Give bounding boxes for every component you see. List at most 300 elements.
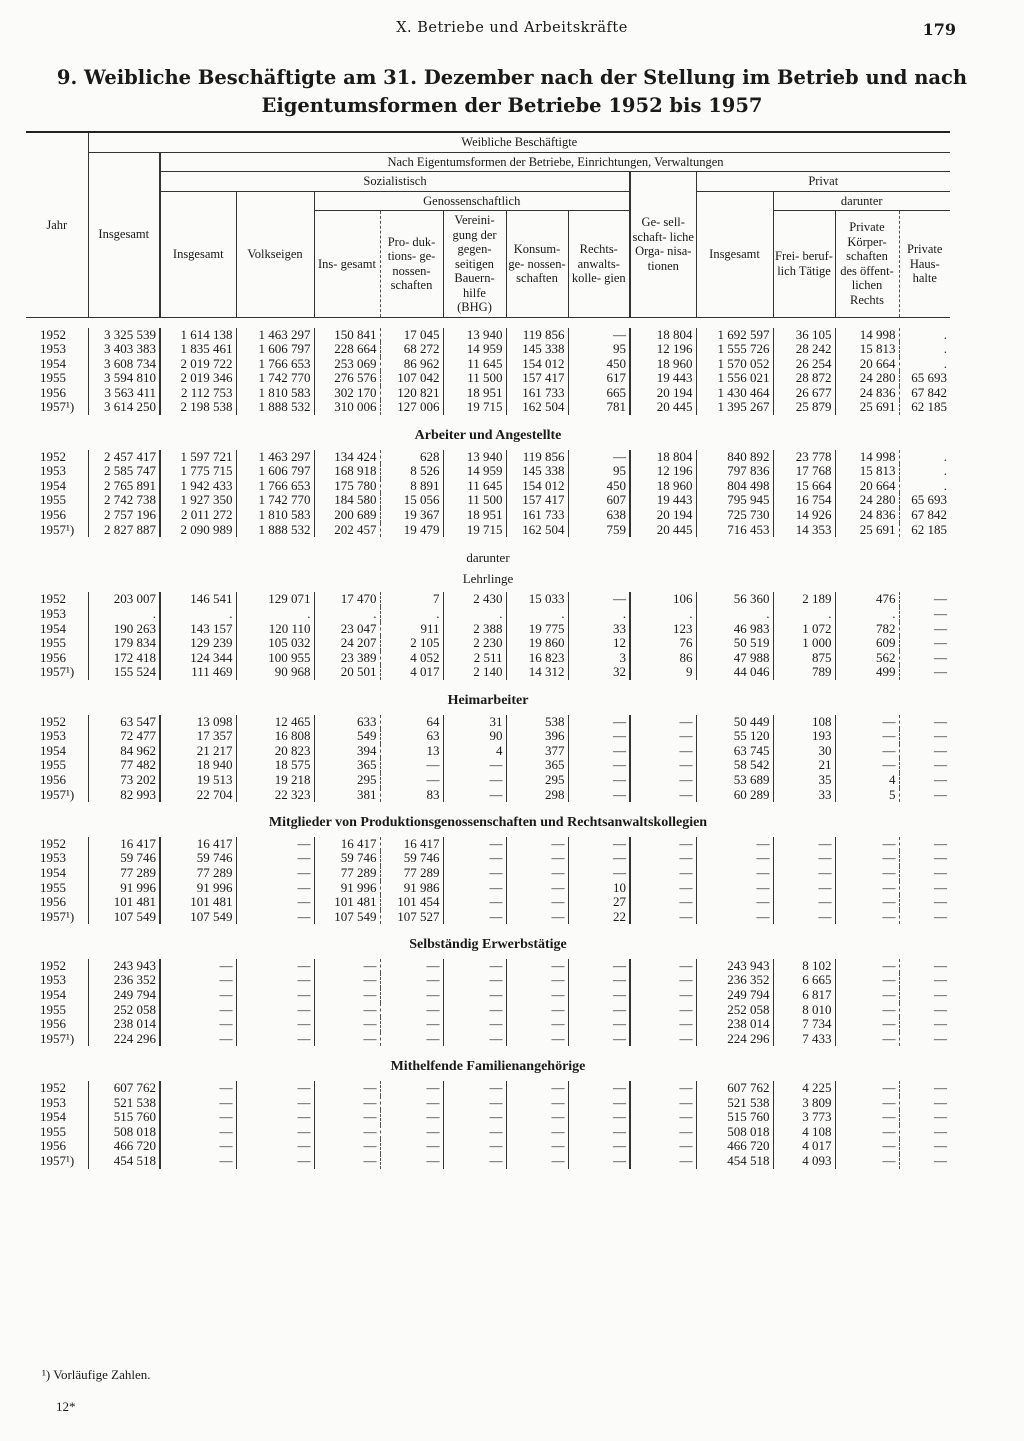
value-cell: — <box>835 895 899 910</box>
value-cell: 238 014 <box>88 1017 160 1032</box>
section-title: Heimarbeiter <box>447 692 529 708</box>
value-cell: — <box>506 1003 568 1018</box>
value-cell: 33 <box>773 788 835 803</box>
section-title-row <box>26 537 950 572</box>
year-cell: 1952 <box>40 835 66 851</box>
value-cell: — <box>899 729 950 744</box>
value-cell: 10 <box>568 881 630 896</box>
value-cell: 243 943 <box>88 959 160 974</box>
value-cell: — <box>236 988 314 1003</box>
value-cell: 202 457 <box>314 523 380 538</box>
value-cell: 224 296 <box>88 1032 160 1047</box>
year-cell: 1952 <box>40 957 66 973</box>
value-cell: 8 010 <box>773 1003 835 1018</box>
value-cell: — <box>630 788 696 803</box>
value-cell: . <box>380 607 443 622</box>
value-cell: 50 449 <box>696 715 773 730</box>
value-cell: . <box>835 607 899 622</box>
value-cell: 4 225 <box>773 1081 835 1096</box>
value-cell: 26 254 <box>773 357 835 372</box>
value-cell: . <box>899 357 950 372</box>
table-row <box>26 881 950 896</box>
value-cell: 17 357 <box>160 729 236 744</box>
value-cell: 2 430 <box>443 592 506 607</box>
value-cell: — <box>899 665 950 680</box>
value-cell: — <box>773 837 835 852</box>
value-cell: 499 <box>835 665 899 680</box>
value-cell: — <box>314 1032 380 1047</box>
value-cell: 86 <box>630 651 696 666</box>
year-cell: 1953 <box>40 1094 66 1110</box>
value-cell: — <box>568 1139 630 1154</box>
value-cell: — <box>506 1032 568 1047</box>
value-cell: — <box>506 837 568 852</box>
value-cell: — <box>630 1032 696 1047</box>
value-cell: — <box>236 881 314 896</box>
table-row <box>26 371 950 386</box>
value-cell: — <box>314 1110 380 1125</box>
value-cell: 20 664 <box>835 479 899 494</box>
value-cell: 134 424 <box>314 450 380 465</box>
value-cell: 14 312 <box>506 665 568 680</box>
value-cell: 607 762 <box>88 1081 160 1096</box>
value-cell: 9 <box>630 665 696 680</box>
value-cell: 1 614 138 <box>160 328 236 343</box>
value-cell: 105 032 <box>236 636 314 651</box>
table-row <box>26 328 950 343</box>
value-cell: — <box>630 988 696 1003</box>
value-cell: 22 323 <box>236 788 314 803</box>
value-cell: 1 742 770 <box>236 493 314 508</box>
value-cell: — <box>160 973 236 988</box>
value-cell: 120 110 <box>236 622 314 637</box>
value-cell: 2 765 891 <box>88 479 160 494</box>
value-cell: — <box>568 1096 630 1111</box>
value-cell: 19 218 <box>236 773 314 788</box>
value-cell: 19 443 <box>630 493 696 508</box>
value-cell: — <box>899 1081 950 1096</box>
table-row <box>26 788 950 803</box>
value-cell: 22 <box>568 910 630 925</box>
year-cell: 1957¹) <box>40 664 75 680</box>
value-cell: — <box>568 1110 630 1125</box>
table-row <box>26 622 950 637</box>
value-cell: 193 <box>773 729 835 744</box>
year-cell: 1956 <box>40 771 66 787</box>
value-cell: 145 338 <box>506 342 568 357</box>
value-cell: 83 <box>380 788 443 803</box>
value-cell: 64 <box>380 715 443 730</box>
year-cell: 1954 <box>40 477 66 493</box>
value-cell: — <box>835 758 899 773</box>
header-konsum: Konsum- ge- nossen- schaften <box>506 211 568 318</box>
value-cell: 23 389 <box>314 651 380 666</box>
header-nach-eigentum: Nach Eigentumsformen der Betriebe, Einrichtungen, Verwaltungen <box>160 152 950 172</box>
value-cell: — <box>630 851 696 866</box>
value-cell: — <box>506 1139 568 1154</box>
value-cell: — <box>443 959 506 974</box>
value-cell: 16 754 <box>773 493 835 508</box>
value-cell: — <box>314 1139 380 1154</box>
value-cell: 11 500 <box>443 371 506 386</box>
value-cell: 77 289 <box>380 866 443 881</box>
value-cell: — <box>568 837 630 852</box>
value-cell: — <box>568 592 630 607</box>
value-cell: 2 090 989 <box>160 523 236 538</box>
value-cell: — <box>835 988 899 1003</box>
value-cell: 12 465 <box>236 715 314 730</box>
section-title-row <box>26 415 950 450</box>
value-cell: 3 563 411 <box>88 386 160 401</box>
value-cell: . <box>773 607 835 622</box>
value-cell: 18 804 <box>630 328 696 343</box>
value-cell: 24 836 <box>835 508 899 523</box>
value-cell: — <box>773 866 835 881</box>
value-cell: . <box>899 342 950 357</box>
value-cell: 253 069 <box>314 357 380 372</box>
header-priv-insgesamt: Insgesamt <box>696 191 773 317</box>
value-cell: — <box>899 607 950 622</box>
value-cell: — <box>835 715 899 730</box>
value-cell: — <box>773 895 835 910</box>
value-cell: 203 007 <box>88 592 160 607</box>
value-cell: 16 417 <box>380 837 443 852</box>
value-cell: 18 804 <box>630 450 696 465</box>
value-cell: — <box>443 910 506 925</box>
value-cell: 7 <box>380 592 443 607</box>
value-cell: 24 280 <box>835 371 899 386</box>
value-cell: — <box>506 973 568 988</box>
value-cell: — <box>160 988 236 1003</box>
value-cell: — <box>835 729 899 744</box>
value-cell: — <box>568 758 630 773</box>
value-cell: 25 691 <box>835 523 899 538</box>
table-row <box>26 1096 950 1111</box>
value-cell: — <box>314 1017 380 1032</box>
year-cell: 1956 <box>40 384 66 400</box>
value-cell: 1 927 350 <box>160 493 236 508</box>
value-cell: 86 962 <box>380 357 443 372</box>
value-cell: — <box>236 837 314 852</box>
header-jahr: Jahr <box>46 217 68 232</box>
value-cell: — <box>630 910 696 925</box>
value-cell: — <box>236 1110 314 1125</box>
table-row <box>26 729 950 744</box>
value-cell: — <box>696 881 773 896</box>
section-title: Selbständig Erwerbstätige <box>409 937 567 953</box>
header-volkseigen: Volkseigen <box>236 191 314 317</box>
value-cell: 1 430 464 <box>696 386 773 401</box>
value-cell: 20 194 <box>630 386 696 401</box>
value-cell: 73 202 <box>88 773 160 788</box>
value-cell: — <box>380 1154 443 1169</box>
year-cell: 1954 <box>40 355 66 371</box>
value-cell: — <box>236 1139 314 1154</box>
table-row <box>26 837 950 852</box>
value-cell: . <box>88 607 160 622</box>
value-cell: — <box>899 1096 950 1111</box>
value-cell: — <box>630 1110 696 1125</box>
value-cell: 377 <box>506 744 568 759</box>
value-cell: — <box>443 1139 506 1154</box>
value-cell: 162 504 <box>506 523 568 538</box>
value-cell: 7 433 <box>773 1032 835 1047</box>
value-cell: — <box>443 895 506 910</box>
value-cell: — <box>506 1017 568 1032</box>
value-cell: 20 194 <box>630 508 696 523</box>
value-cell: 2 105 <box>380 636 443 651</box>
value-cell: — <box>899 988 950 1003</box>
header-privat: Privat <box>696 172 950 192</box>
value-cell: 4 108 <box>773 1125 835 1140</box>
value-cell: — <box>568 1032 630 1047</box>
value-cell: — <box>899 1139 950 1154</box>
value-cell: 2 230 <box>443 636 506 651</box>
value-cell: — <box>773 910 835 925</box>
section-title-row <box>26 680 950 715</box>
year-cell: 1955 <box>40 879 66 895</box>
value-cell: — <box>506 910 568 925</box>
table-row <box>26 1081 950 1096</box>
value-cell: 129 239 <box>160 636 236 651</box>
year-cell: 1957¹) <box>40 908 75 924</box>
value-cell: 31 <box>443 715 506 730</box>
value-cell: 21 217 <box>160 744 236 759</box>
value-cell: . <box>160 607 236 622</box>
value-cell: 120 821 <box>380 386 443 401</box>
value-cell: — <box>899 744 950 759</box>
value-cell: 16 808 <box>236 729 314 744</box>
header-sozialistisch: Sozialistisch <box>160 172 630 192</box>
value-cell: — <box>160 1003 236 1018</box>
value-cell: . <box>899 450 950 465</box>
year-cell: 1953 <box>40 463 66 479</box>
section-subtitle-row <box>26 572 950 593</box>
value-cell: 633 <box>314 715 380 730</box>
value-cell: . <box>236 607 314 622</box>
year-cell: 1957¹) <box>40 1030 75 1046</box>
section-title: Mithelfende Familienangehörige <box>390 1059 586 1075</box>
value-cell: 25 691 <box>835 400 899 415</box>
value-cell: 162 504 <box>506 400 568 415</box>
year-cell: 1953 <box>40 728 66 744</box>
value-cell: 5 <box>835 788 899 803</box>
value-cell: — <box>236 851 314 866</box>
value-cell: 107 549 <box>314 910 380 925</box>
year-cell: 1953 <box>40 341 66 357</box>
value-cell: 11 500 <box>443 493 506 508</box>
value-cell: 3 <box>568 651 630 666</box>
value-cell: — <box>568 1081 630 1096</box>
value-cell: — <box>443 881 506 896</box>
value-cell: 508 018 <box>696 1125 773 1140</box>
value-cell: 154 012 <box>506 479 568 494</box>
value-cell: 15 033 <box>506 592 568 607</box>
value-cell: — <box>630 959 696 974</box>
value-cell: — <box>835 959 899 974</box>
value-cell: — <box>696 895 773 910</box>
table-row <box>26 1139 950 1154</box>
value-cell: 6 817 <box>773 988 835 1003</box>
value-cell: — <box>236 1032 314 1047</box>
value-cell: — <box>236 973 314 988</box>
value-cell: 4 017 <box>380 665 443 680</box>
value-cell: — <box>899 1017 950 1032</box>
value-cell: — <box>236 959 314 974</box>
value-cell: 53 689 <box>696 773 773 788</box>
table-title <box>30 64 994 120</box>
value-cell: 276 576 <box>314 371 380 386</box>
value-cell: — <box>314 1003 380 1018</box>
value-cell: — <box>835 1110 899 1125</box>
year-cell: 1952 <box>40 1080 66 1096</box>
value-cell: 90 <box>443 729 506 744</box>
value-cell: — <box>443 866 506 881</box>
value-cell: 44 046 <box>696 665 773 680</box>
value-cell: 77 289 <box>314 866 380 881</box>
value-cell: 607 <box>568 493 630 508</box>
value-cell: 617 <box>568 371 630 386</box>
value-cell: — <box>773 851 835 866</box>
value-cell: 23 047 <box>314 622 380 637</box>
year-cell: 1957¹) <box>40 399 75 415</box>
table-row <box>26 1125 950 1140</box>
table-row <box>26 1110 950 1125</box>
value-cell: 24 280 <box>835 493 899 508</box>
value-cell: 19 860 <box>506 636 568 651</box>
year-cell: 1955 <box>40 757 66 773</box>
value-cell: — <box>380 1139 443 1154</box>
value-cell: — <box>835 1003 899 1018</box>
year-cell: 1957¹) <box>40 521 75 537</box>
value-cell: 8 102 <box>773 959 835 974</box>
value-cell: — <box>899 837 950 852</box>
value-cell: 466 720 <box>696 1139 773 1154</box>
value-cell: — <box>899 910 950 925</box>
value-cell: 184 580 <box>314 493 380 508</box>
value-cell: — <box>630 866 696 881</box>
value-cell: — <box>568 788 630 803</box>
table-row <box>26 973 950 988</box>
value-cell: — <box>236 1003 314 1018</box>
value-cell: 119 856 <box>506 328 568 343</box>
year-cell: 1957¹) <box>40 786 75 802</box>
value-cell: — <box>630 1154 696 1169</box>
value-cell: — <box>899 636 950 651</box>
value-cell: 17 768 <box>773 464 835 479</box>
year-cell: 1953 <box>40 972 66 988</box>
value-cell: 13 940 <box>443 450 506 465</box>
value-cell: — <box>160 1139 236 1154</box>
year-cell: 1955 <box>40 635 66 651</box>
value-cell: 63 547 <box>88 715 160 730</box>
table-row <box>26 895 950 910</box>
value-cell: 781 <box>568 400 630 415</box>
value-cell: 127 006 <box>380 400 443 415</box>
value-cell: 302 170 <box>314 386 380 401</box>
value-cell: — <box>443 773 506 788</box>
value-cell: — <box>236 1125 314 1140</box>
value-cell: — <box>568 715 630 730</box>
value-cell: 143 157 <box>160 622 236 637</box>
value-cell: 759 <box>568 523 630 538</box>
value-cell: — <box>506 1125 568 1140</box>
value-cell: — <box>568 744 630 759</box>
value-cell: 59 746 <box>160 851 236 866</box>
value-cell: — <box>899 715 950 730</box>
value-cell: 14 926 <box>773 508 835 523</box>
value-cell: — <box>160 1032 236 1047</box>
value-cell: 797 836 <box>696 464 773 479</box>
value-cell: 14 959 <box>443 464 506 479</box>
value-cell: — <box>696 837 773 852</box>
value-cell: — <box>835 1139 899 1154</box>
value-cell: — <box>443 1003 506 1018</box>
value-cell: 2 019 722 <box>160 357 236 372</box>
value-cell: 11 645 <box>443 479 506 494</box>
value-cell: — <box>696 851 773 866</box>
value-cell: 58 542 <box>696 758 773 773</box>
value-cell: 2 388 <box>443 622 506 637</box>
value-cell: 17 045 <box>380 328 443 343</box>
value-cell: 15 664 <box>773 479 835 494</box>
value-cell: — <box>380 1110 443 1125</box>
table-row <box>26 493 950 508</box>
value-cell: 111 469 <box>160 665 236 680</box>
value-cell: — <box>443 1110 506 1125</box>
header-genossenschaftlich: Genossenschaftlich <box>314 191 630 211</box>
year-cell: 1956 <box>40 894 66 910</box>
value-cell: 20 501 <box>314 665 380 680</box>
value-cell: 515 760 <box>88 1110 160 1125</box>
value-cell: — <box>380 1096 443 1111</box>
value-cell: 129 071 <box>236 592 314 607</box>
value-cell: — <box>835 1154 899 1169</box>
value-cell: 2 827 887 <box>88 523 160 538</box>
value-cell: — <box>630 773 696 788</box>
year-cell: 1954 <box>40 1109 66 1125</box>
value-cell: 1 463 297 <box>236 328 314 343</box>
value-cell: 1 395 267 <box>696 400 773 415</box>
value-cell: 665 <box>568 386 630 401</box>
value-cell: — <box>630 837 696 852</box>
value-cell: 60 289 <box>696 788 773 803</box>
value-cell: 19 715 <box>443 400 506 415</box>
value-cell: 2 585 747 <box>88 464 160 479</box>
table-row <box>26 479 950 494</box>
value-cell: — <box>380 773 443 788</box>
value-cell: . <box>630 607 696 622</box>
value-cell: 911 <box>380 622 443 637</box>
value-cell: 295 <box>314 773 380 788</box>
value-cell: — <box>236 1154 314 1169</box>
value-cell: 18 575 <box>236 758 314 773</box>
value-cell: 1 597 721 <box>160 450 236 465</box>
year-cell: 1955 <box>40 370 66 386</box>
value-cell: 1 742 770 <box>236 371 314 386</box>
value-cell: — <box>506 988 568 1003</box>
value-cell: — <box>506 881 568 896</box>
value-cell: 62 185 <box>899 400 950 415</box>
value-cell: 19 513 <box>160 773 236 788</box>
value-cell: 175 780 <box>314 479 380 494</box>
value-cell: — <box>160 1096 236 1111</box>
value-cell: 236 352 <box>88 973 160 988</box>
value-cell: 2 011 272 <box>160 508 236 523</box>
year-cell: 1953 <box>40 850 66 866</box>
table-row <box>26 758 950 773</box>
value-cell: — <box>696 866 773 881</box>
